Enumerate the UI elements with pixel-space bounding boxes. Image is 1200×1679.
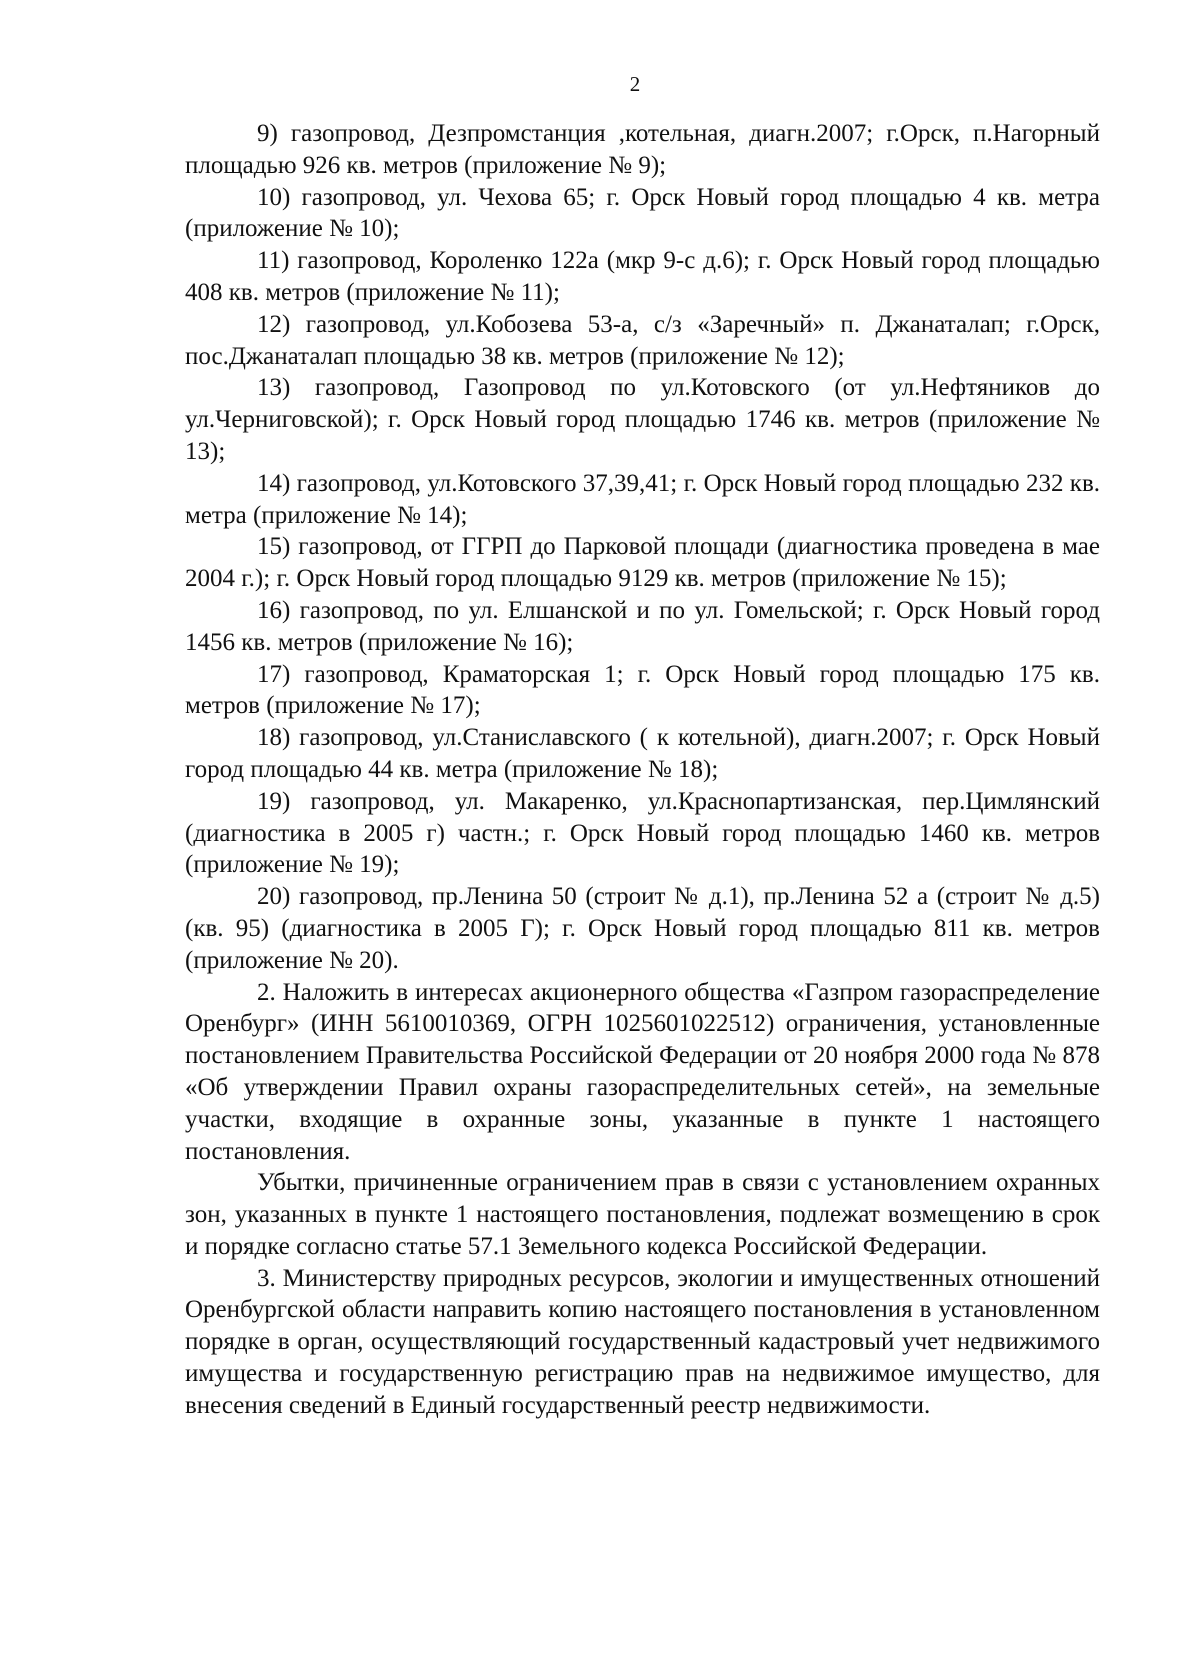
item-17-paragraph: 17) газопровод, Краматорская 1; г. Орск Новый город площадью 175 кв. метров (приложение № 17);: [185, 660, 1100, 720]
document-body: [185, 118, 1100, 1422]
item-20-paragraph: 20) газопровод, пр.Ленина 50 (строит № д.1), пр.Ленина 52 а (строит № д.5) (кв. 95) (диагностика в 2005 Г); г. Орск Новый город площадью 811 кв. метров (приложение № 20).: [185, 883, 1100, 974]
clause-2-paragraph: 2. Наложить в интересах акционерного общества «Газпром газораспределение Оренбург» (ИНН 5610010369, ОГРН 1025601022512) ограничения, установленные постановлением Правительства Российской Федерации от 20 ноября 2000 года № 878 «Об утверждении Правил охраны газораспределительных сетей», на земельные участки, входящие в охранные зоны, указанные в пункте 1 настоящего постановления.: [185, 978, 1100, 1165]
item-15-paragraph: 15) газопровод, от ГГРП до Парковой площади (диагностика проведена в мае 2004 г.); г. Орск Новый город площадью 9129 кв. метров (приложение № 15);: [185, 533, 1100, 593]
item-13-paragraph: 13) газопровод, Газопровод по ул.Котовского (от ул.Нефтяников до ул.Черниговской); г. Орск Новый город площадью 1746 кв. метров (приложение № 13);: [185, 374, 1100, 465]
page-number: 2: [629, 72, 641, 96]
item-11-paragraph: 11) газопровод, Короленко 122а (мкр 9-с д.6); г. Орск Новый город площадью 408 кв. метров (приложение № 11);: [185, 247, 1100, 306]
item-18-paragraph: 18) газопровод, ул.Станиславского ( к котельной), диагн.2007; г. Орск Новый город площадью 44 кв. метра (приложение № 18);: [185, 724, 1100, 783]
item-16-paragraph: 16) газопровод, по ул. Елшанской и по ул. Гомельской; г. Орск Новый город 1456 кв. метров (приложение № 16);: [185, 596, 1100, 656]
clause-3-paragraph: 3. Министерству природных ресурсов, экологии и имущественных отношений Оренбургской области направить копию настоящего постановления в установленном порядке в орган, осуществляющий государственный кадастровый учет недвижимого имущества и государственную регистрацию прав на недвижимое имущество, для внесения сведений в Единый государственный реестр недвижимости.: [185, 1264, 1100, 1419]
item-19-paragraph: 19) газопровод, ул. Макаренко, ул.Краснопартизанская, пер.Цимлянский (диагностика в 2005 г) частн.; г. Орск Новый город площадью 1460 кв. метров (приложение № 19);: [185, 787, 1100, 879]
item-12-paragraph: 12) газопровод, ул.Кобозева 53-а, с/з «Заречный» п. Джанаталап; г.Орск, пос.Джанаталап площадью 38 кв. метров (приложение № 12);: [185, 310, 1100, 370]
item-9-paragraph: 9) газопровод, Дезпромстанция ,котельная, диагн.2007; г.Орск, п.Нагорный площадью 926 кв. метров (приложение № 9);: [185, 120, 1100, 179]
item-14-paragraph: 14) газопровод, ул.Котовского 37,39,41; г. Орск Новый город площадью 232 кв. метра (приложение № 14);: [185, 469, 1100, 529]
losses-paragraph: Убытки, причиненные ограничением прав в связи с установлением охранных зон, указанных в пункте 1 настоящего постановления, подлежат возмещению в срок и порядке согласно статье 57.1 Земельного кодекса Российской Федерации.: [185, 1169, 1100, 1260]
item-10-paragraph: 10) газопровод, ул. Чехова 65; г. Орск Новый город площадью 4 кв. метра (приложение № 10);: [185, 183, 1100, 243]
